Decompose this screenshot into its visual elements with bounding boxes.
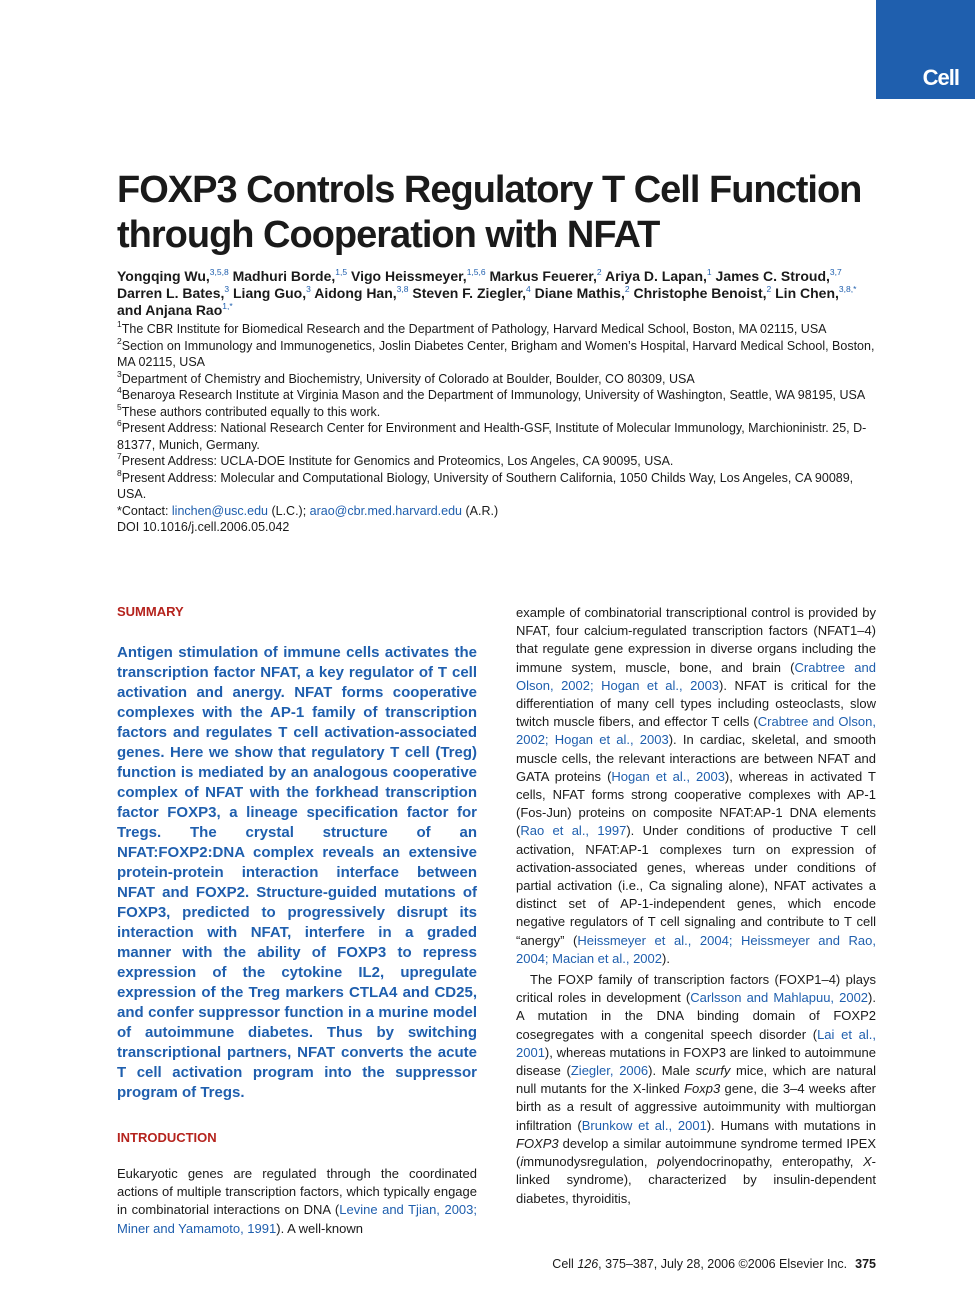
affiliation-text: Present Address: National Research Center for Environment and Health-GSF, Institute of Molecular Immunology, Marchioninistr. 25, D-81377, Munich, Germany.: [117, 421, 867, 452]
author-entry: [233, 268, 348, 284]
citation-link[interactable]: Brunkow et al., 2001: [581, 1117, 707, 1133]
author-entry: [775, 285, 856, 301]
affiliation-text: Present Address: Molecular and Computational Biology, University of Southern California, 1050 Childs Way, Los Angeles, CA 90089, USA.: [117, 470, 854, 501]
affiliation-text: Benaroya Research Institute at Virginia Mason and the Department of Immunology, University of Washington, Seattle, WA 98195, USA: [121, 388, 866, 402]
right-column: [516, 604, 876, 1208]
affiliation-item: [117, 467, 877, 503]
affiliation-item: [117, 401, 877, 421]
footer-citation-prefix: Cell: [552, 1257, 578, 1271]
affiliation-list: [117, 321, 877, 503]
affiliation-text: Present Address: UCLA-DOE Institute for Genomics and Proteomics, Los Angeles, CA 90095, USA.: [121, 454, 674, 468]
author-affiliation-marker[interactable]: 3,7: [829, 267, 842, 277]
introduction-paragraph: Eukaryotic genes are regulated through the coordinated actions of multiple transcription factors, which typically engage in combinatorial interactions on DNA (Levine and Tjian, 2003; Miner and Yamamoto, 1991). A well-known: [117, 1166, 477, 1236]
affiliation-text: These authors contributed equally to this work.: [121, 404, 381, 419]
body-paragraph-2: The FOXP family of transcription factors (FOXP1–4) plays critical roles in development (Carlsson and Mahlapuu, 2002). A mutation in the DNA binding domain of FOXP2 cosegregates with a congenital speech disorder (Lai et al., 2001), whereas mutations in FOXP3 are linked to autoimmune disease (Ziegler, 2006). Male scurfy mice, which are natural null mutants for the X-linked Foxp3 gene, die 3–4 weeks after birth as a result of aggressive autoimmunity with multiorgan infiltration (Brunkow et al., 2001). Humans with mutations in FOXP3 develop a similar autoimmune syndrome termed IPEX (immunodysregulation, polyendocrinopathy, enteropathy, X-linked syndrome), characterized by insulin-dependent diabetes, thyroiditis,: [516, 972, 877, 1206]
author-affiliation-marker[interactable]: 1,5: [335, 267, 348, 277]
summary-heading: SUMMARY: [117, 604, 184, 619]
author-name: Vigo Heissmeyer,: [350, 268, 467, 284]
italic-term: e: [782, 1154, 790, 1170]
affiliation-number: 6: [117, 418, 122, 428]
affiliation-text: Section on Immunology and Immunogenetics, Joslin Diabetes Center, Brigham and Women’s Hospital, Harvard Medical School, Boston, MA 02115, USA: [117, 338, 875, 369]
author-affiliation-marker[interactable]: 3,5,8: [209, 267, 229, 277]
email-link-chen[interactable]: linchen@usc.edu: [171, 503, 268, 518]
citation-link[interactable]: Heissmeyer et al., 2004; Heissmeyer and Rao, 2004; Macian et al., 2002: [516, 932, 876, 966]
author-name: Madhuri Borde,: [232, 268, 336, 284]
citation-link[interactable]: Hogan et al., 2003: [611, 768, 725, 784]
author-affiliation-marker[interactable]: 4: [525, 284, 531, 294]
author-name: Aidong Han,: [314, 285, 397, 301]
italic-term: scurfy: [695, 1063, 731, 1079]
author-name: Steven F. Ziegler,: [412, 285, 526, 301]
citation-link[interactable]: Rao et al., 1997: [520, 823, 627, 839]
author-name: Ariya D. Lapan,: [604, 268, 707, 284]
author-name: James C. Stroud,: [715, 268, 830, 284]
author-entry: [314, 285, 408, 301]
author-entry: [489, 268, 601, 284]
author-entry: [351, 268, 486, 284]
author-name: Markus Feuerer,: [489, 268, 597, 284]
citation-link[interactable]: Ziegler, 2006: [570, 1063, 649, 1079]
author-name: Yongqing Wu,: [117, 268, 210, 284]
author-name: Diane Mathis,: [534, 285, 625, 301]
citation-link[interactable]: Crabtree and Olson, 2002; Hogan et al., 2003: [516, 714, 876, 748]
affiliation-number: 2: [117, 335, 122, 346]
author-entry: [117, 285, 229, 301]
author-affiliation-marker[interactable]: 3,8,*: [838, 284, 857, 294]
citation-link[interactable]: Levine and Tjian, 2003; Miner and Yamamoto, 1991: [117, 1202, 477, 1236]
affiliation-number: 7: [117, 451, 122, 461]
article-title: FOXP3 Controls Regulatory T Cell Function through Cooperation with NFAT: [117, 169, 862, 256]
affiliation-item: [117, 387, 877, 404]
author-entry: [605, 268, 712, 284]
author-entry: [117, 302, 233, 318]
author-affiliation-marker[interactable]: 3,8: [396, 284, 409, 294]
affiliation-item: [117, 368, 877, 388]
author-entry: [535, 285, 630, 301]
journal-logo: Cell: [922, 65, 959, 90]
affiliation-number: 5: [117, 401, 122, 412]
author-affiliation-marker[interactable]: 1,5,6: [466, 267, 486, 277]
journal-tab: [876, 0, 975, 99]
author-name: and Anjana Rao: [117, 302, 223, 318]
email-link-rao[interactable]: arao@cbr.med.harvard.edu: [309, 503, 463, 518]
page-footer: [552, 1257, 876, 1271]
citation-link[interactable]: Lai et al., 2001: [516, 1026, 876, 1060]
italic-term: p: [657, 1154, 665, 1170]
affiliation-item: [117, 420, 877, 453]
author-entry: [633, 285, 771, 301]
affiliation-item: [117, 335, 877, 371]
footer-volume: 126: [577, 1257, 599, 1271]
introduction-heading: INTRODUCTION: [117, 1130, 217, 1145]
affiliation-number: 3: [117, 368, 122, 379]
italic-term: i: [520, 1154, 524, 1170]
author-entry: [716, 268, 842, 284]
author-name: Lin Chen,: [775, 285, 839, 301]
author-name: Darren L. Bates,: [117, 285, 225, 301]
doi: DOI 10.1016/j.cell.2006.05.042: [117, 520, 290, 534]
italic-term: Foxp3: [684, 1081, 721, 1097]
author-affiliation-marker[interactable]: 1: [706, 267, 712, 277]
author-entry: [117, 268, 229, 284]
citation-link[interactable]: Crabtree and Olson, 2002; Hogan et al., 2003: [516, 659, 876, 693]
body-paragraph-1: example of combinatorial transcriptional control is provided by NFAT, four calcium-regulated transcription factors (NFAT1–4) that regulate gene expression in diverse organs including the immune system, muscle, bone, and brain (Crabtree and Olson, 2002; Hogan et al., 2003). NFAT is critical for the differentiation of many cell types including osteoclasts, slow twitch muscle fibers, and effector T cells (Crabtree and Olson, 2002; Hogan et al., 2003). In cardiac, skeletal, and smooth muscle cells, the relevant interactions are between NFAT and GATA proteins (Hogan et al., 2003), whereas in activated T cells, NFAT forms strong cooperative complexes with AP-1 (Fos-Jun) proteins on composite NFAT:AP-1 DNA elements (Rao et al., 1997). Under conditions of productive T cell activation, NFAT:AP-1 complexes turn on expression of activation-associated genes, whereas under conditions of partial activation (i.e., Ca signaling alone), NFAT activates a distinct set of AP-1-independent genes, which encode negative regulators of T cell signaling and contribute to T cell “anergy” (Heissmeyer et al., 2004; Heissmeyer and Rao, 2004; Macian et al., 2002).: [516, 605, 877, 966]
footer-citation: , 375–387, July 28, 2006 ©2006 Elsevier Inc.: [598, 1257, 848, 1271]
author-name: Liang Guo,: [233, 285, 307, 301]
author-name: Christophe Benoist,: [633, 285, 767, 301]
author-affiliation-marker[interactable]: 3: [306, 284, 311, 294]
affiliation-number: 4: [117, 385, 122, 395]
italic-term: X: [862, 1154, 872, 1170]
affiliations-block: [117, 321, 877, 536]
affiliation-number: 1: [117, 319, 122, 329]
citation-link[interactable]: Carlsson and Mahlapuu, 2002: [690, 990, 869, 1006]
contact-suffix: (A.R.): [462, 503, 499, 518]
author-list: [117, 268, 877, 319]
author-affiliation-marker[interactable]: 2: [766, 284, 772, 294]
author-affiliation-marker[interactable]: 2: [596, 267, 602, 277]
author-entry: [233, 285, 311, 301]
affiliation-item: [117, 453, 877, 470]
left-column: [117, 604, 477, 1238]
contact-line: [117, 503, 877, 520]
affiliation-item: [117, 321, 877, 338]
author-entry: [412, 285, 530, 301]
author-affiliation-marker[interactable]: 2: [624, 284, 630, 294]
contact-prefix: *Contact:: [117, 503, 172, 518]
affiliation-number: 8: [117, 467, 122, 478]
page-number: 375: [855, 1257, 876, 1271]
author-affiliation-marker[interactable]: 3: [224, 284, 230, 294]
author-affiliation-marker[interactable]: 1,*: [222, 301, 233, 311]
italic-term: FOXP3: [516, 1135, 559, 1151]
contact-mid: (L.C.);: [267, 503, 310, 518]
summary-text: Antigen stimulation of immune cells activates the transcription factor NFAT, a key regulator of T cell activation and anergy. NFAT forms cooperative complexes with the AP-1 family of transcription factors and regulates T cell activation-associated genes. Here we show that regulatory T cell (Treg) function is mediated by an analogous cooperative complex of NFAT with the forkhead transcription factor FOXP3, a lineage specification factor for Tregs. The crystal structure of an NFAT:FOXP2:DNA complex reveals an extensive protein-protein interaction interface between NFAT and FOXP2. Structure-guided mutations of FOXP3, predicted to progressively disrupt its interaction with NFAT, interfere in a graded manner with the ability of FOXP3 to repress expression of the cytokine IL2, upregulate expression of the Treg markers CTLA4 and CD25, and confer suppressor function in a murine model of autoimmune diabetes. Thus by switching transcriptional partners, NFAT converts the acute T cell activation program into the suppressor program of Tregs.: [117, 644, 477, 1101]
affiliation-text: Department of Chemistry and Biochemistry, University of Colorado at Boulder, Boulder, CO 80309, USA: [121, 371, 695, 386]
affiliation-text: The CBR Institute for Biomedical Research and the Department of Pathology, Harvard Medical School, Boston, MA 02115, USA: [121, 322, 827, 336]
